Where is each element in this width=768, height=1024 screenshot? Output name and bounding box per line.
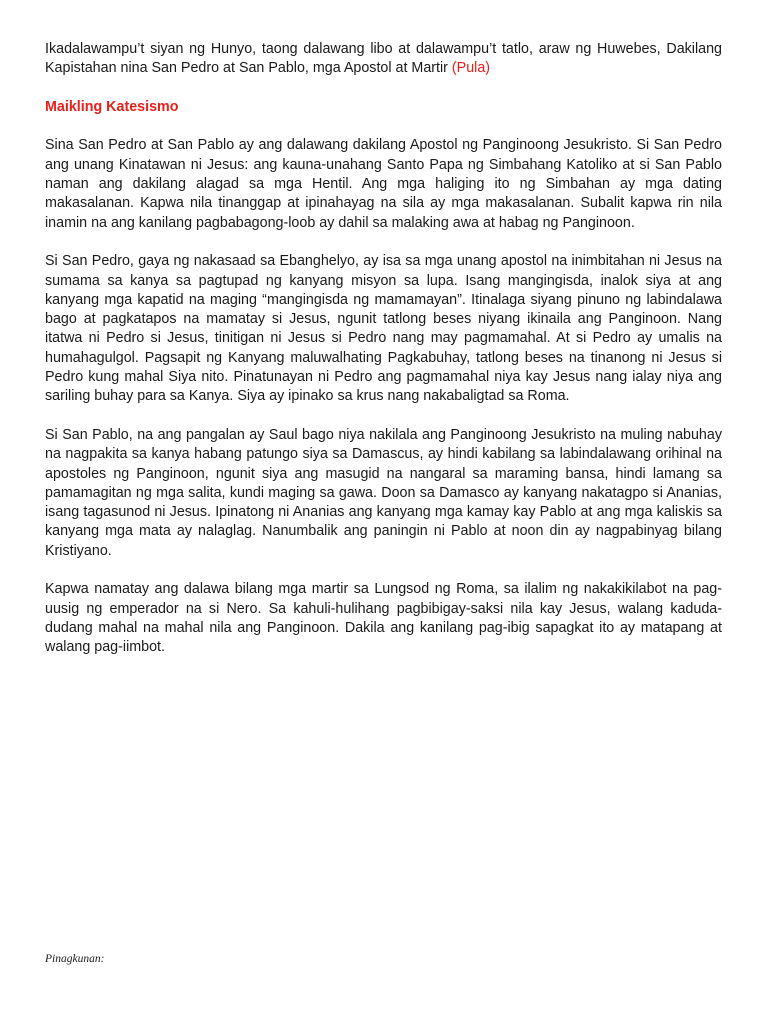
- paragraph: Kapwa namatay ang dalawa bilang mga martir sa Lungsod ng Roma, sa ilalim ng nakakikilabot na pag-uusig ng emperador na si Nero. Sa kahuli-hulihang pagbibigay-saksi nila kay Jesus, walang kaduda-dudang mahal na mahal nila ang Panginoon. Dakila ang kanilang pag-ibig sapagkat ito ay matapang at walang pag-iimbot.: [45, 581, 722, 656]
- document-page: [45, 40, 722, 677]
- paragraph: Si San Pablo, na ang pangalan ay Saul bago niya nakilala ang Panginoong Jesukristo na muling nabuhay na nagpakita sa kanya habang patungo siya sa Damascus, ay hindi kabilang sa labindalawang orihinal na apostoles ng Panginoon, ngunit siya ang masugid na nangaral sa maraming bansa, hindi lamang sa pamamagitan ng mga salita, kundi maging sa gawa. Doon sa Damasco ay kanyang nakatagpo si Ananias, isang tagasunod ni Jesus. Ipinatong ni Ananias ang kanyang mga kamay kay Pablo at ang mga kaliskis sa kanyang mga mata ay nalaglag. Nanumbalik ang paningin ni Pablo at noon din ay nagpabinyag bilang Kristiyano.: [45, 426, 722, 559]
- source-footer: Pinagkunan:: [45, 953, 105, 965]
- intro-paragraph: [45, 40, 722, 79]
- intro-text: Ikadalawampu’t siyan ng Hunyo, taong dalawang libo at dalawampu’t tatlo, araw ng Huwebes, Dakilang Kapistahan nina San Pedro at San Pablo, mga Apostol at Martir: [45, 41, 722, 77]
- liturgical-color-note: (Pula): [451, 60, 491, 77]
- paragraph: Sina San Pedro at San Pablo ay ang dalawang dakilang Apostol ng Panginoong Jesukristo. Si San Pedro ang unang Kinatawan ni Jesus: ang kauna-unahang Santo Papa ng Simbahang Katoliko at si San Pablo naman ang dakilang alagad sa mga Hentil. Ang mga haliging ito ng Simbahan ay mga dating makasalanan. Kapwa nila tinanggap at ipinahayag na sila ay mga makasalanan. Subalit kapwa rin nila inamin na ang kanilang pagbabagong-loob ay dahil sa malaking awa at habag ng Panginoon.: [45, 137, 722, 231]
- paragraph: Si San Pedro, gaya ng nakasaad sa Ebanghelyo, ay isa sa mga unang apostol na inimbitahan ni Jesus na sumama sa kanya sa pagtupad ng kanyang misyon sa lupa. Isang mangingisda, inalok siya at ang kanyang mga kapatid na maging “mangingisda ng mamamayan”. Itinalaga siyang pinuno ng labindalawa bago at pagkatapos na mamatay si Jesus, ngunit tatlong beses niyang ikinaila ang Panginoon. Nang itatwa ni Pedro si Jesus, tinitigan ni Jesus si Pedro nang may pagmamahal. At si Pedro ay umalis na humahagulgol. Pagsapit ng Kanyang maluwalhating Pagkabuhay, tatlong beses na tinanong ni Jesus si Pedro kung mahal Siya nito. Pinatunayan ni Pedro ang pagmamahal niya kay Jesus nang ialay niya ang sariling buhay para sa Kanya. Siya ay ipinako sa krus nang nakabaligtad sa Roma.: [45, 253, 722, 405]
- section-heading: Maikling Katesismo: [45, 98, 179, 115]
